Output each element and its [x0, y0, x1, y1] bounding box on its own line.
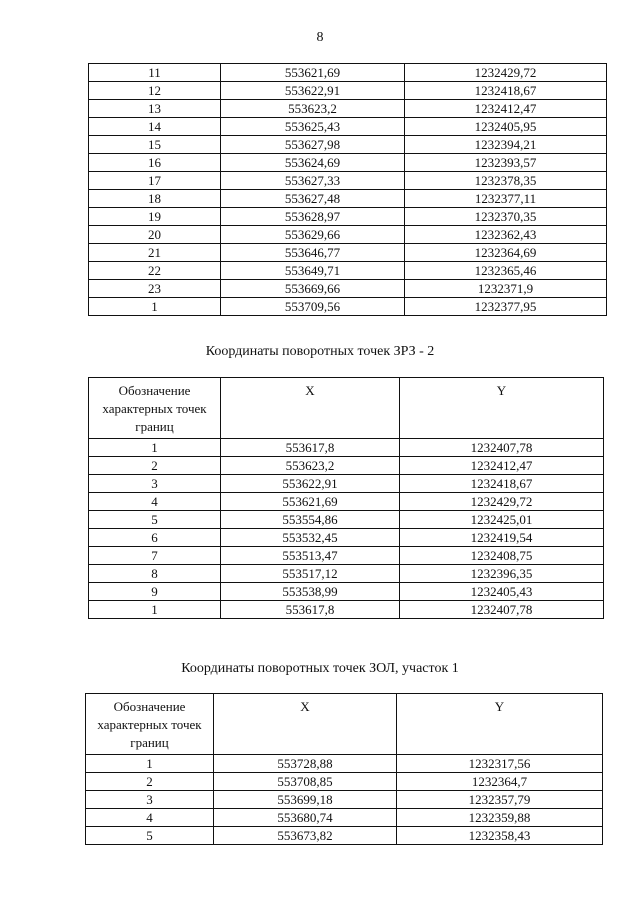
point-number-cell: 1	[89, 601, 221, 619]
header-y: Y	[397, 694, 603, 755]
y-coordinate-cell: 1232394,21	[405, 136, 607, 154]
y-coordinate-cell: 1232408,75	[400, 547, 604, 565]
table-row	[89, 172, 607, 190]
point-number-cell: 15	[89, 136, 221, 154]
header-point-designation: Обозначение характерных точек границ	[89, 378, 221, 439]
point-number-cell: 7	[89, 547, 221, 565]
y-coordinate-cell: 1232359,88	[397, 809, 603, 827]
point-number-cell: 20	[89, 226, 221, 244]
x-coordinate-cell: 553699,18	[214, 791, 397, 809]
table-row	[89, 82, 607, 100]
point-number-cell: 4	[89, 493, 221, 511]
point-number-cell: 2	[86, 773, 214, 791]
x-coordinate-cell: 553646,77	[221, 244, 405, 262]
y-coordinate-cell: 1232364,69	[405, 244, 607, 262]
point-number-cell: 16	[89, 154, 221, 172]
y-coordinate-cell: 1232418,67	[400, 475, 604, 493]
page-number: 8	[316, 30, 324, 45]
table-row	[89, 493, 604, 511]
x-coordinate-cell: 553673,82	[214, 827, 397, 845]
table-row	[89, 565, 604, 583]
point-number-cell: 13	[89, 100, 221, 118]
table-row	[89, 457, 604, 475]
x-coordinate-cell: 553554,86	[221, 511, 400, 529]
point-number-cell: 1	[89, 298, 221, 316]
x-coordinate-cell: 553622,91	[221, 82, 405, 100]
point-number-cell: 12	[89, 82, 221, 100]
y-coordinate-cell: 1232418,67	[405, 82, 607, 100]
y-coordinate-cell: 1232377,95	[405, 298, 607, 316]
x-coordinate-cell: 553538,99	[221, 583, 400, 601]
point-number-cell: 23	[89, 280, 221, 298]
table-row	[86, 755, 603, 773]
x-coordinate-cell: 553517,12	[221, 565, 400, 583]
header-x: X	[221, 378, 400, 439]
x-coordinate-cell: 553680,74	[214, 809, 397, 827]
table-row	[89, 439, 604, 457]
point-number-cell: 21	[89, 244, 221, 262]
table-row	[89, 226, 607, 244]
y-coordinate-cell: 1232429,72	[400, 493, 604, 511]
table-row	[89, 511, 604, 529]
y-coordinate-cell: 1232405,95	[405, 118, 607, 136]
y-coordinate-cell: 1232412,47	[405, 100, 607, 118]
table-row	[89, 118, 607, 136]
y-coordinate-cell: 1232362,43	[405, 226, 607, 244]
table-header-row	[89, 378, 604, 439]
x-coordinate-cell: 553709,56	[221, 298, 405, 316]
point-number-cell: 8	[89, 565, 221, 583]
table-row	[89, 280, 607, 298]
y-coordinate-cell: 1232405,43	[400, 583, 604, 601]
table-header-row	[86, 694, 603, 755]
point-number-cell: 1	[89, 439, 221, 457]
y-coordinate-cell: 1232370,35	[405, 208, 607, 226]
coordinates-table-zrz-2	[88, 377, 604, 619]
y-coordinate-cell: 1232412,47	[400, 457, 604, 475]
y-coordinate-cell: 1232357,79	[397, 791, 603, 809]
table-row	[89, 475, 604, 493]
y-coordinate-cell: 1232393,57	[405, 154, 607, 172]
x-coordinate-cell: 553625,43	[221, 118, 405, 136]
x-coordinate-cell: 553621,69	[221, 493, 400, 511]
x-coordinate-cell: 553623,2	[221, 457, 400, 475]
point-number-cell: 3	[89, 475, 221, 493]
coordinates-table-continued	[88, 63, 607, 316]
y-coordinate-cell: 1232419,54	[400, 529, 604, 547]
x-coordinate-cell: 553629,66	[221, 226, 405, 244]
point-number-cell: 3	[86, 791, 214, 809]
point-number-cell: 9	[89, 583, 221, 601]
y-coordinate-cell: 1232377,11	[405, 190, 607, 208]
x-coordinate-cell: 553532,45	[221, 529, 400, 547]
table-row	[86, 791, 603, 809]
x-coordinate-cell: 553624,69	[221, 154, 405, 172]
table-row	[89, 262, 607, 280]
x-coordinate-cell: 553513,47	[221, 547, 400, 565]
y-coordinate-cell: 1232371,9	[405, 280, 607, 298]
y-coordinate-cell: 1232365,46	[405, 262, 607, 280]
x-coordinate-cell: 553669,66	[221, 280, 405, 298]
point-number-cell: 18	[89, 190, 221, 208]
x-coordinate-cell: 553628,97	[221, 208, 405, 226]
point-number-cell: 19	[89, 208, 221, 226]
point-number-cell: 6	[89, 529, 221, 547]
section-title-zol-1: Координаты поворотных точек ЗОЛ, участок 1	[181, 661, 459, 676]
section-title-zrz-2: Координаты поворотных точек ЗРЗ - 2	[205, 344, 435, 359]
x-coordinate-cell: 553617,8	[221, 601, 400, 619]
y-coordinate-cell: 1232425,01	[400, 511, 604, 529]
point-number-cell: 17	[89, 172, 221, 190]
table-row	[89, 601, 604, 619]
y-coordinate-cell: 1232429,72	[405, 64, 607, 82]
table-row	[89, 529, 604, 547]
table-row	[89, 100, 607, 118]
table-row	[86, 809, 603, 827]
point-number-cell: 14	[89, 118, 221, 136]
point-number-cell: 11	[89, 64, 221, 82]
y-coordinate-cell: 1232407,78	[400, 601, 604, 619]
table-row	[89, 64, 607, 82]
table-row	[89, 298, 607, 316]
x-coordinate-cell: 553627,48	[221, 190, 405, 208]
table-row	[89, 547, 604, 565]
header-x: X	[214, 694, 397, 755]
table-row	[89, 583, 604, 601]
table-row	[89, 154, 607, 172]
table-row	[86, 827, 603, 845]
x-coordinate-cell: 553623,2	[221, 100, 405, 118]
y-coordinate-cell: 1232378,35	[405, 172, 607, 190]
header-y: Y	[400, 378, 604, 439]
table-row	[89, 208, 607, 226]
y-coordinate-cell: 1232364,7	[397, 773, 603, 791]
x-coordinate-cell: 553627,33	[221, 172, 405, 190]
x-coordinate-cell: 553622,91	[221, 475, 400, 493]
point-number-cell: 5	[86, 827, 214, 845]
point-number-cell: 22	[89, 262, 221, 280]
point-number-cell: 5	[89, 511, 221, 529]
x-coordinate-cell: 553649,71	[221, 262, 405, 280]
x-coordinate-cell: 553728,88	[214, 755, 397, 773]
y-coordinate-cell: 1232407,78	[400, 439, 604, 457]
x-coordinate-cell: 553621,69	[221, 64, 405, 82]
point-number-cell: 2	[89, 457, 221, 475]
y-coordinate-cell: 1232358,43	[397, 827, 603, 845]
y-coordinate-cell: 1232317,56	[397, 755, 603, 773]
x-coordinate-cell: 553627,98	[221, 136, 405, 154]
point-number-cell: 1	[86, 755, 214, 773]
x-coordinate-cell: 553708,85	[214, 773, 397, 791]
point-number-cell: 4	[86, 809, 214, 827]
table-row	[89, 136, 607, 154]
coordinates-table-zol-1	[85, 693, 603, 845]
header-point-designation: Обозначение характерных точек границ	[86, 694, 214, 755]
y-coordinate-cell: 1232396,35	[400, 565, 604, 583]
x-coordinate-cell: 553617,8	[221, 439, 400, 457]
table-row	[89, 190, 607, 208]
table-row	[89, 244, 607, 262]
table-row	[86, 773, 603, 791]
